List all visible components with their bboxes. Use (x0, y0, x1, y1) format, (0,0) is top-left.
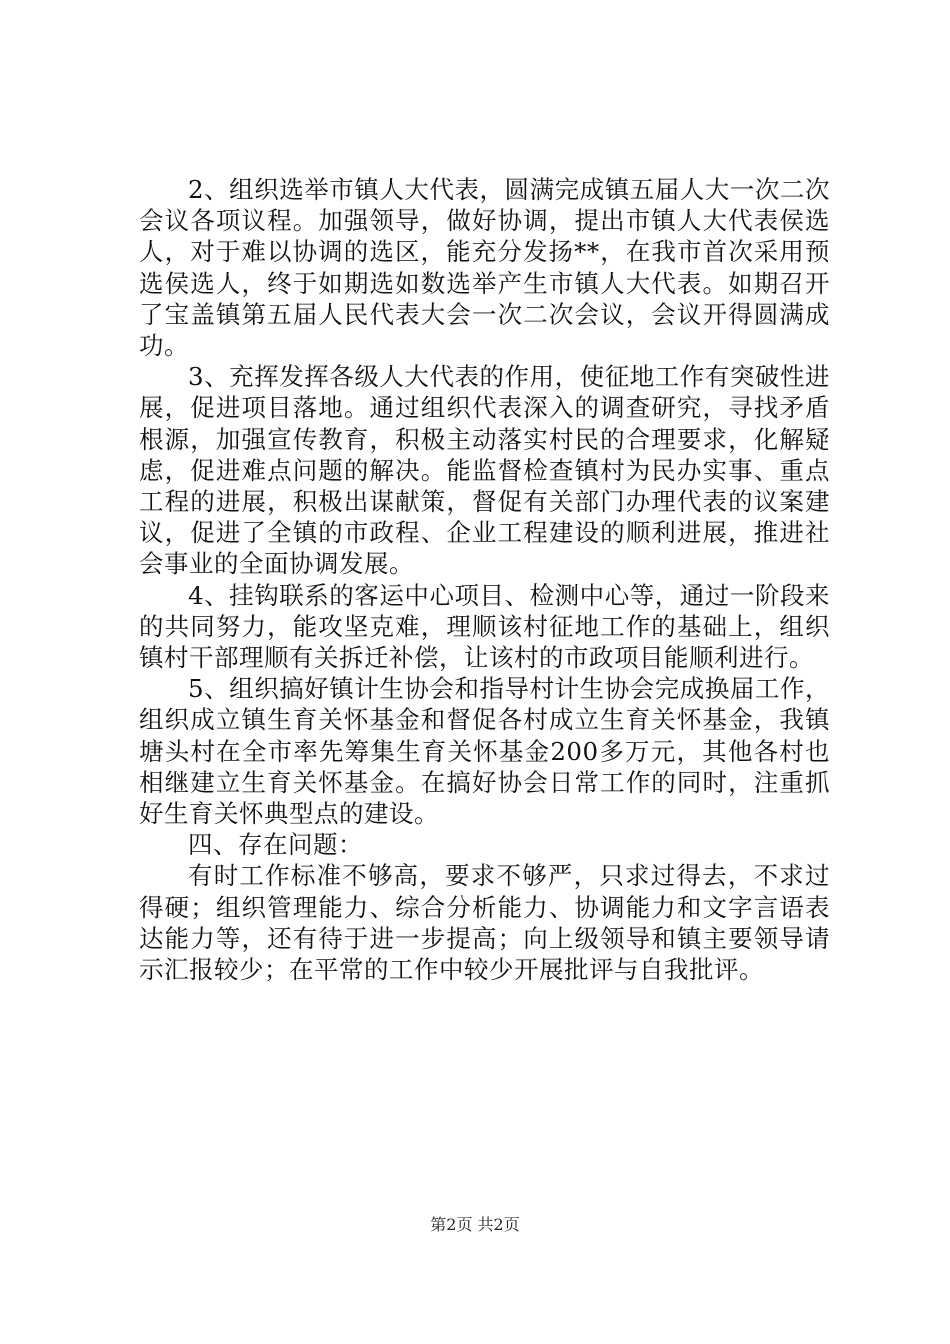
paragraph-item-3: 3、充挥发挥各级人大代表的作用，使征地工作有突破性进展，促进项目落地。通过组织代表深入的调查研究，寻找矛盾根源，加强宣传教育，积极主动落实村民的合理要求，化解疑虑，促进难点问题的解决。能监督检查镇村为民办实事、重点工程的进展，积极出谋献策，督促有关部门办理代表的议案建议，促进了全镇的市政程、企业工程建设的顺利进展，推进社会事业的全面协调发展。 (139, 362, 830, 579)
document-body (139, 174, 830, 985)
paragraph-item-4: 4、挂钩联系的客运中心项目、检测中心等，通过一阶段来的共同努力，能攻坚克难，理顺该村征地工作的基础上，组织镇村干部理顺有关拆迁补偿，让该村的市政项目能顺利进行。 (139, 580, 830, 673)
paragraph-item-5: 5、组织搞好镇计生协会和指导村计生协会完成换届工作，组织成立镇生育关怀基金和督促各村成立生育关怀基金，我镇塘头村在全市率先筹集生育关怀基金200多万元，其他各村也相继建立生育关怀基金。在搞好协会日常工作的同时，注重抓好生育关怀典型点的建设。 (139, 674, 830, 829)
paragraph-problems: 有时工作标准不够高，要求不够严，只求过得去，不求过得硬；组织管理能力、综合分析能力、协调能力和文字言语表达能力等，还有待于进一步提高；向上级领导和镇主要领导请示汇报较少；在平常的工作中较少开展批评与自我批评。 (139, 861, 830, 985)
section-heading-problems: 四、存在问题： (188, 830, 363, 860)
page-footer: 第2页 共2页 (430, 1215, 520, 1234)
paragraph-item-2: 2、组织选举市镇人大代表，圆满完成镇五届人大一次二次会议各项议程。加强领导，做好协调，提出市镇人大代表侯选人，对于难以协调的选区，能充分发扬**，在我市首次采用预选侯选人，终于如期选如数选举产生市镇人大代表。如期召开了宝盖镇第五届人民代表大会一次二次会议，会议开得圆满成功。 (139, 175, 830, 361)
